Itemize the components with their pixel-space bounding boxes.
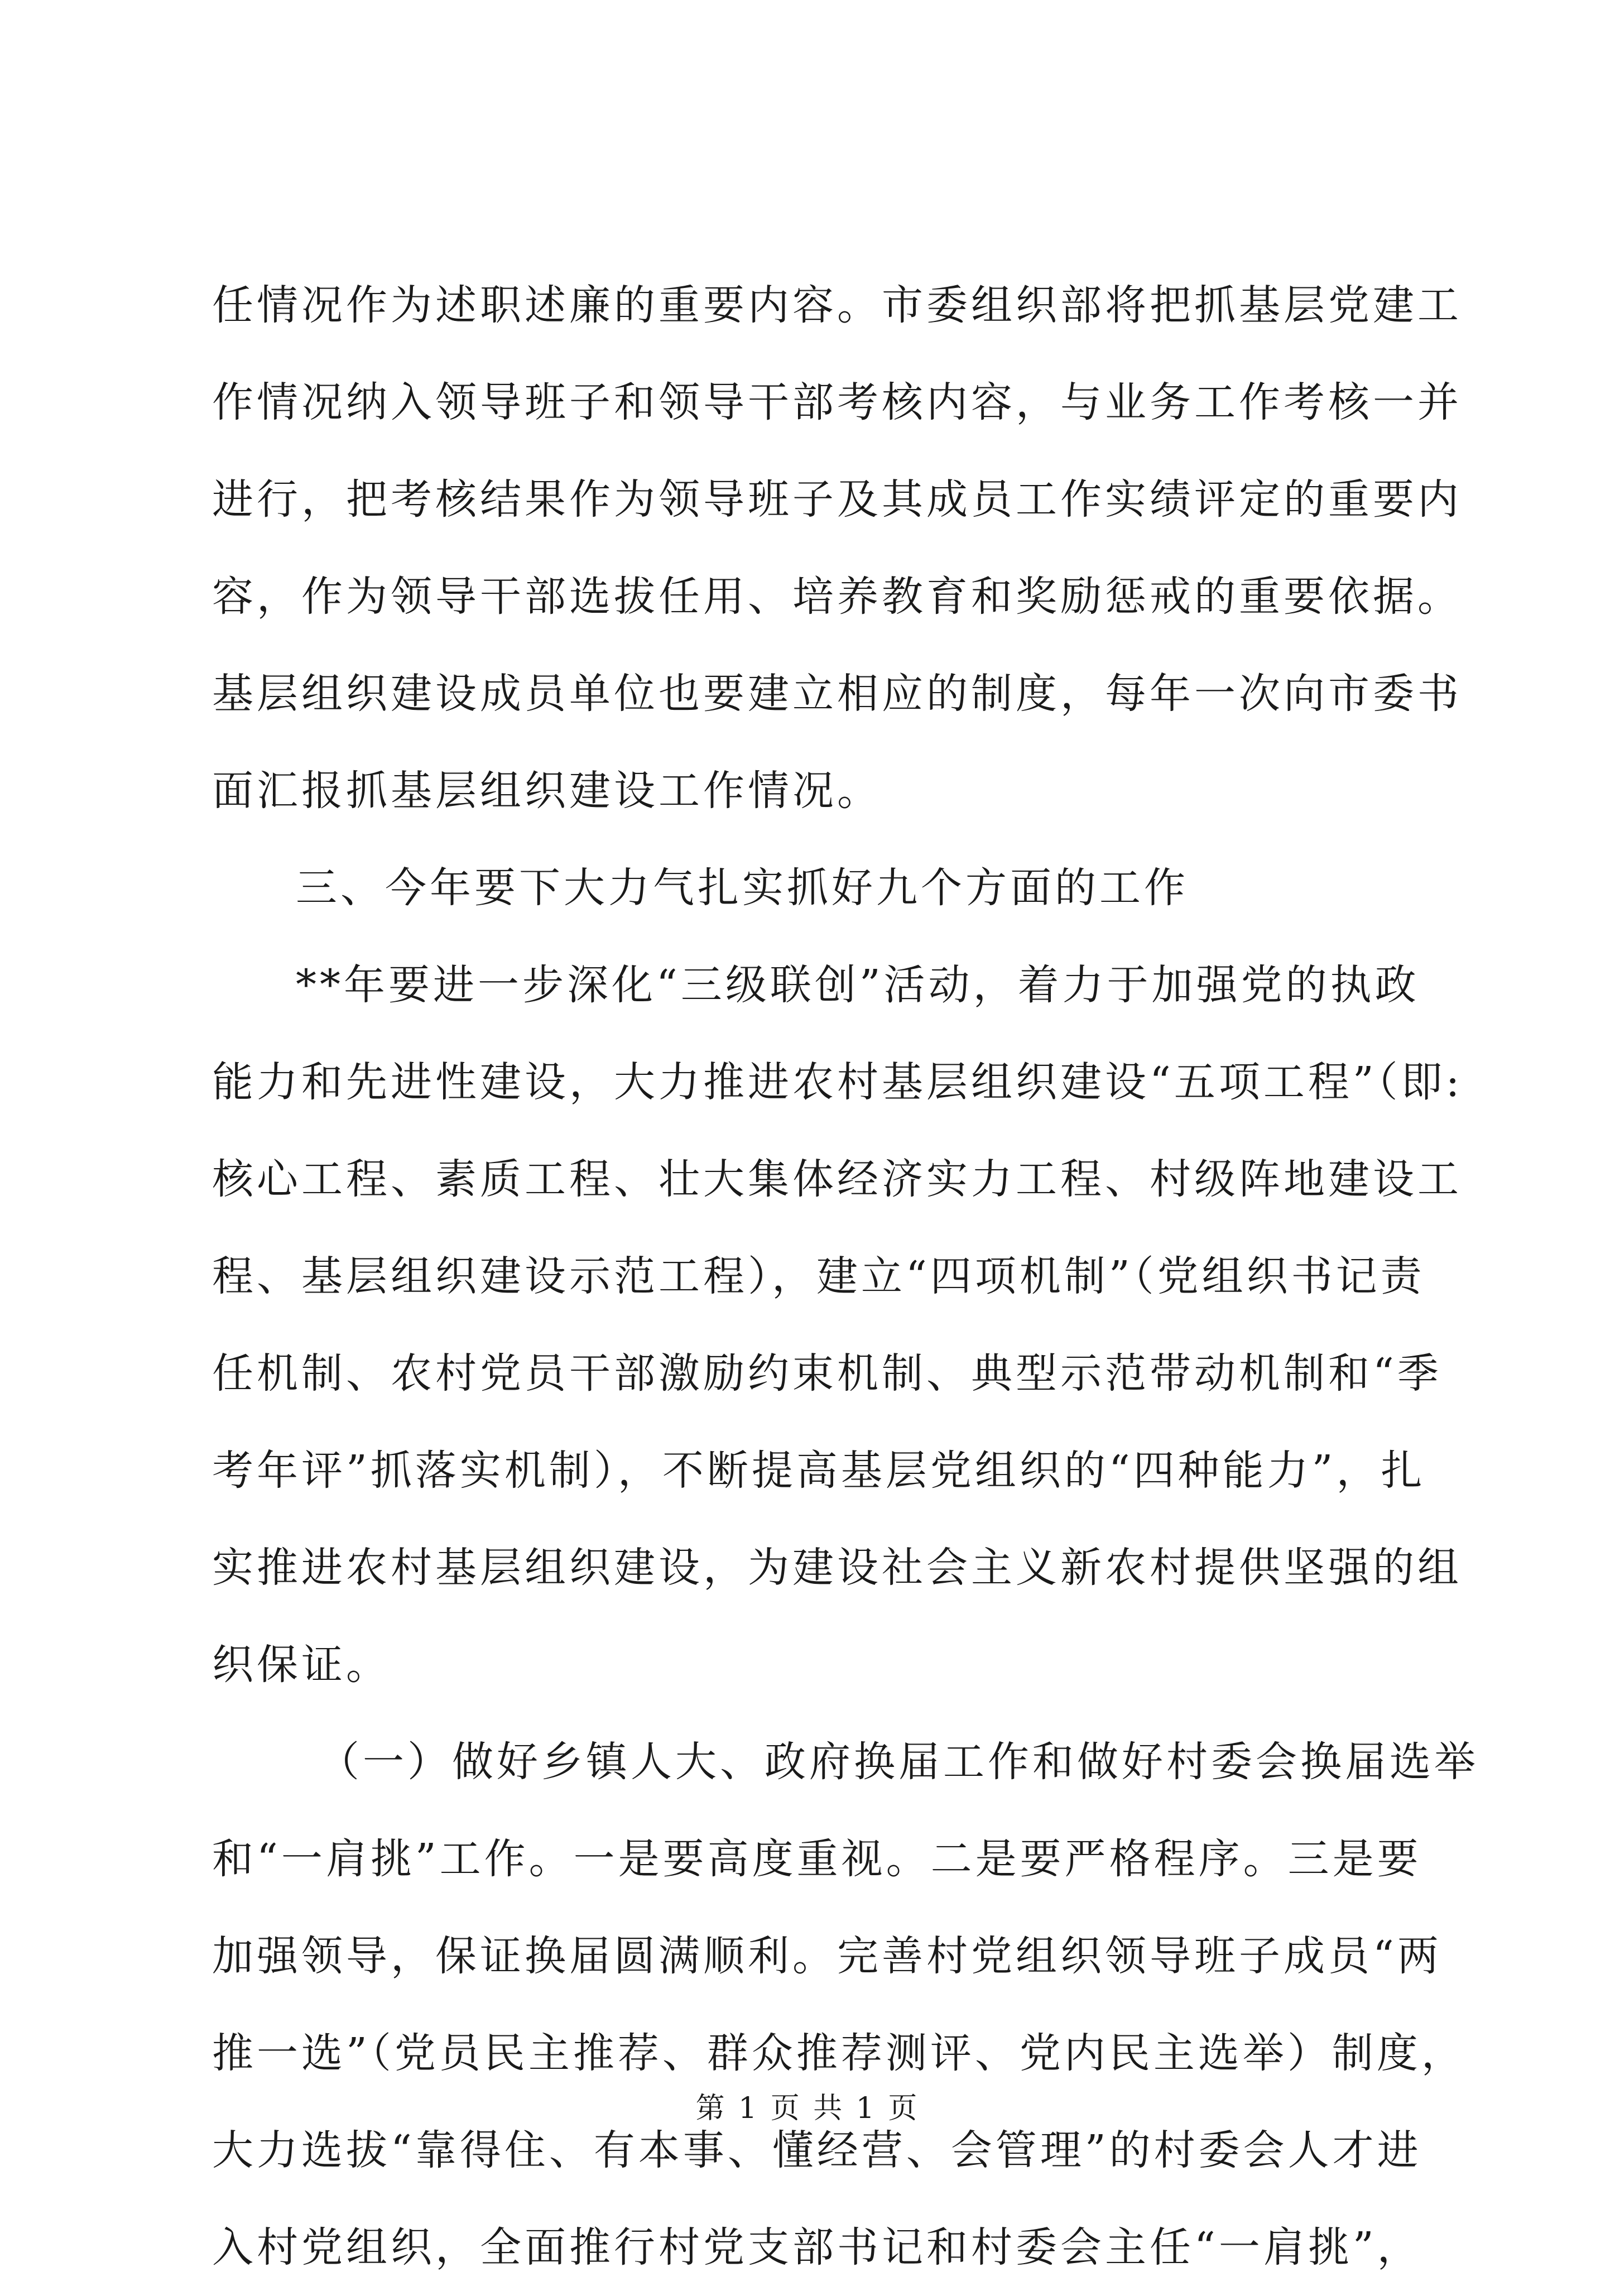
text-line: 能力和先进性建设，大力推进农村基层组织建设“五项工程”（即: <box>212 1058 1463 1106</box>
document-body <box>212 257 1479 2296</box>
text-line: 入村党组织，全面推行村党支部书记和村委会主任“一肩挑”， <box>212 2223 1422 2271</box>
text-line: 任情况作为述职述廉的重要内容。市委组织部将把抓基层党建工 <box>212 281 1462 329</box>
text-line: 织保证。 <box>212 1641 391 1689</box>
text-line: 加强领导，保证换届圆满顺利。完善村党组织领导班子成员“两 <box>212 1932 1442 1980</box>
text-line: 程、基层组织建设示范工程），建立“四项机制”（党组织书记责 <box>212 1252 1425 1300</box>
text-line: 考年评”抓落实机制），不断提高基层党组织的“四种能力”，扎 <box>212 1447 1426 1495</box>
text-line: 任机制、农村党员干部激励约束机制、典型示范带动机制和“季 <box>212 1349 1442 1397</box>
text-line: 核心工程、素质工程、壮大集体经济实力工程、村级阵地建设工 <box>212 1155 1462 1203</box>
subsection-heading: （一）做好乡镇人大、政府换届工作和做好村委会换届选举 <box>318 1738 1479 1786</box>
text-line: 实推进农村基层组织建设，为建设社会主义新农村提供坚强的组 <box>212 1544 1462 1592</box>
page-footer <box>0 2084 1615 2126</box>
text-line: 基层组织建设成员单位也要建立相应的制度，每年一次向市委书 <box>212 670 1462 718</box>
text-line: 面汇报抓基层组织建设工作情况。 <box>212 767 882 815</box>
text-line: 进行，把考核结果作为领导班子及其成员工作实绩评定的重要内 <box>212 475 1462 523</box>
text-line: 大力选拔“靠得住、有本事、懂经营、会管理”的村委会人才进 <box>212 2126 1422 2174</box>
text-line: 容，作为领导干部选拔任用、培养教育和奖励惩戒的重要依据。 <box>212 573 1462 621</box>
text-line: 和“一肩挑”工作。一是要高度重视。二是要严格程序。三是要 <box>212 1835 1422 1883</box>
text-line: 作情况纳入领导班子和领导干部考核内容，与业务工作考核一并 <box>212 378 1462 426</box>
section-heading: 三、今年要下大力气扎实抓好九个方面的工作 <box>296 864 1189 912</box>
text-line: **年要进一步深化“三级联创”活动，着力于加强党的执政 <box>296 961 1420 1009</box>
text-line: 推一选”（党员民主推荐、群众推荐测评、党内民主选举）制度， <box>212 2029 1466 2077</box>
page-number-label: 第 1 页 共 1 页 <box>695 2092 920 2125</box>
